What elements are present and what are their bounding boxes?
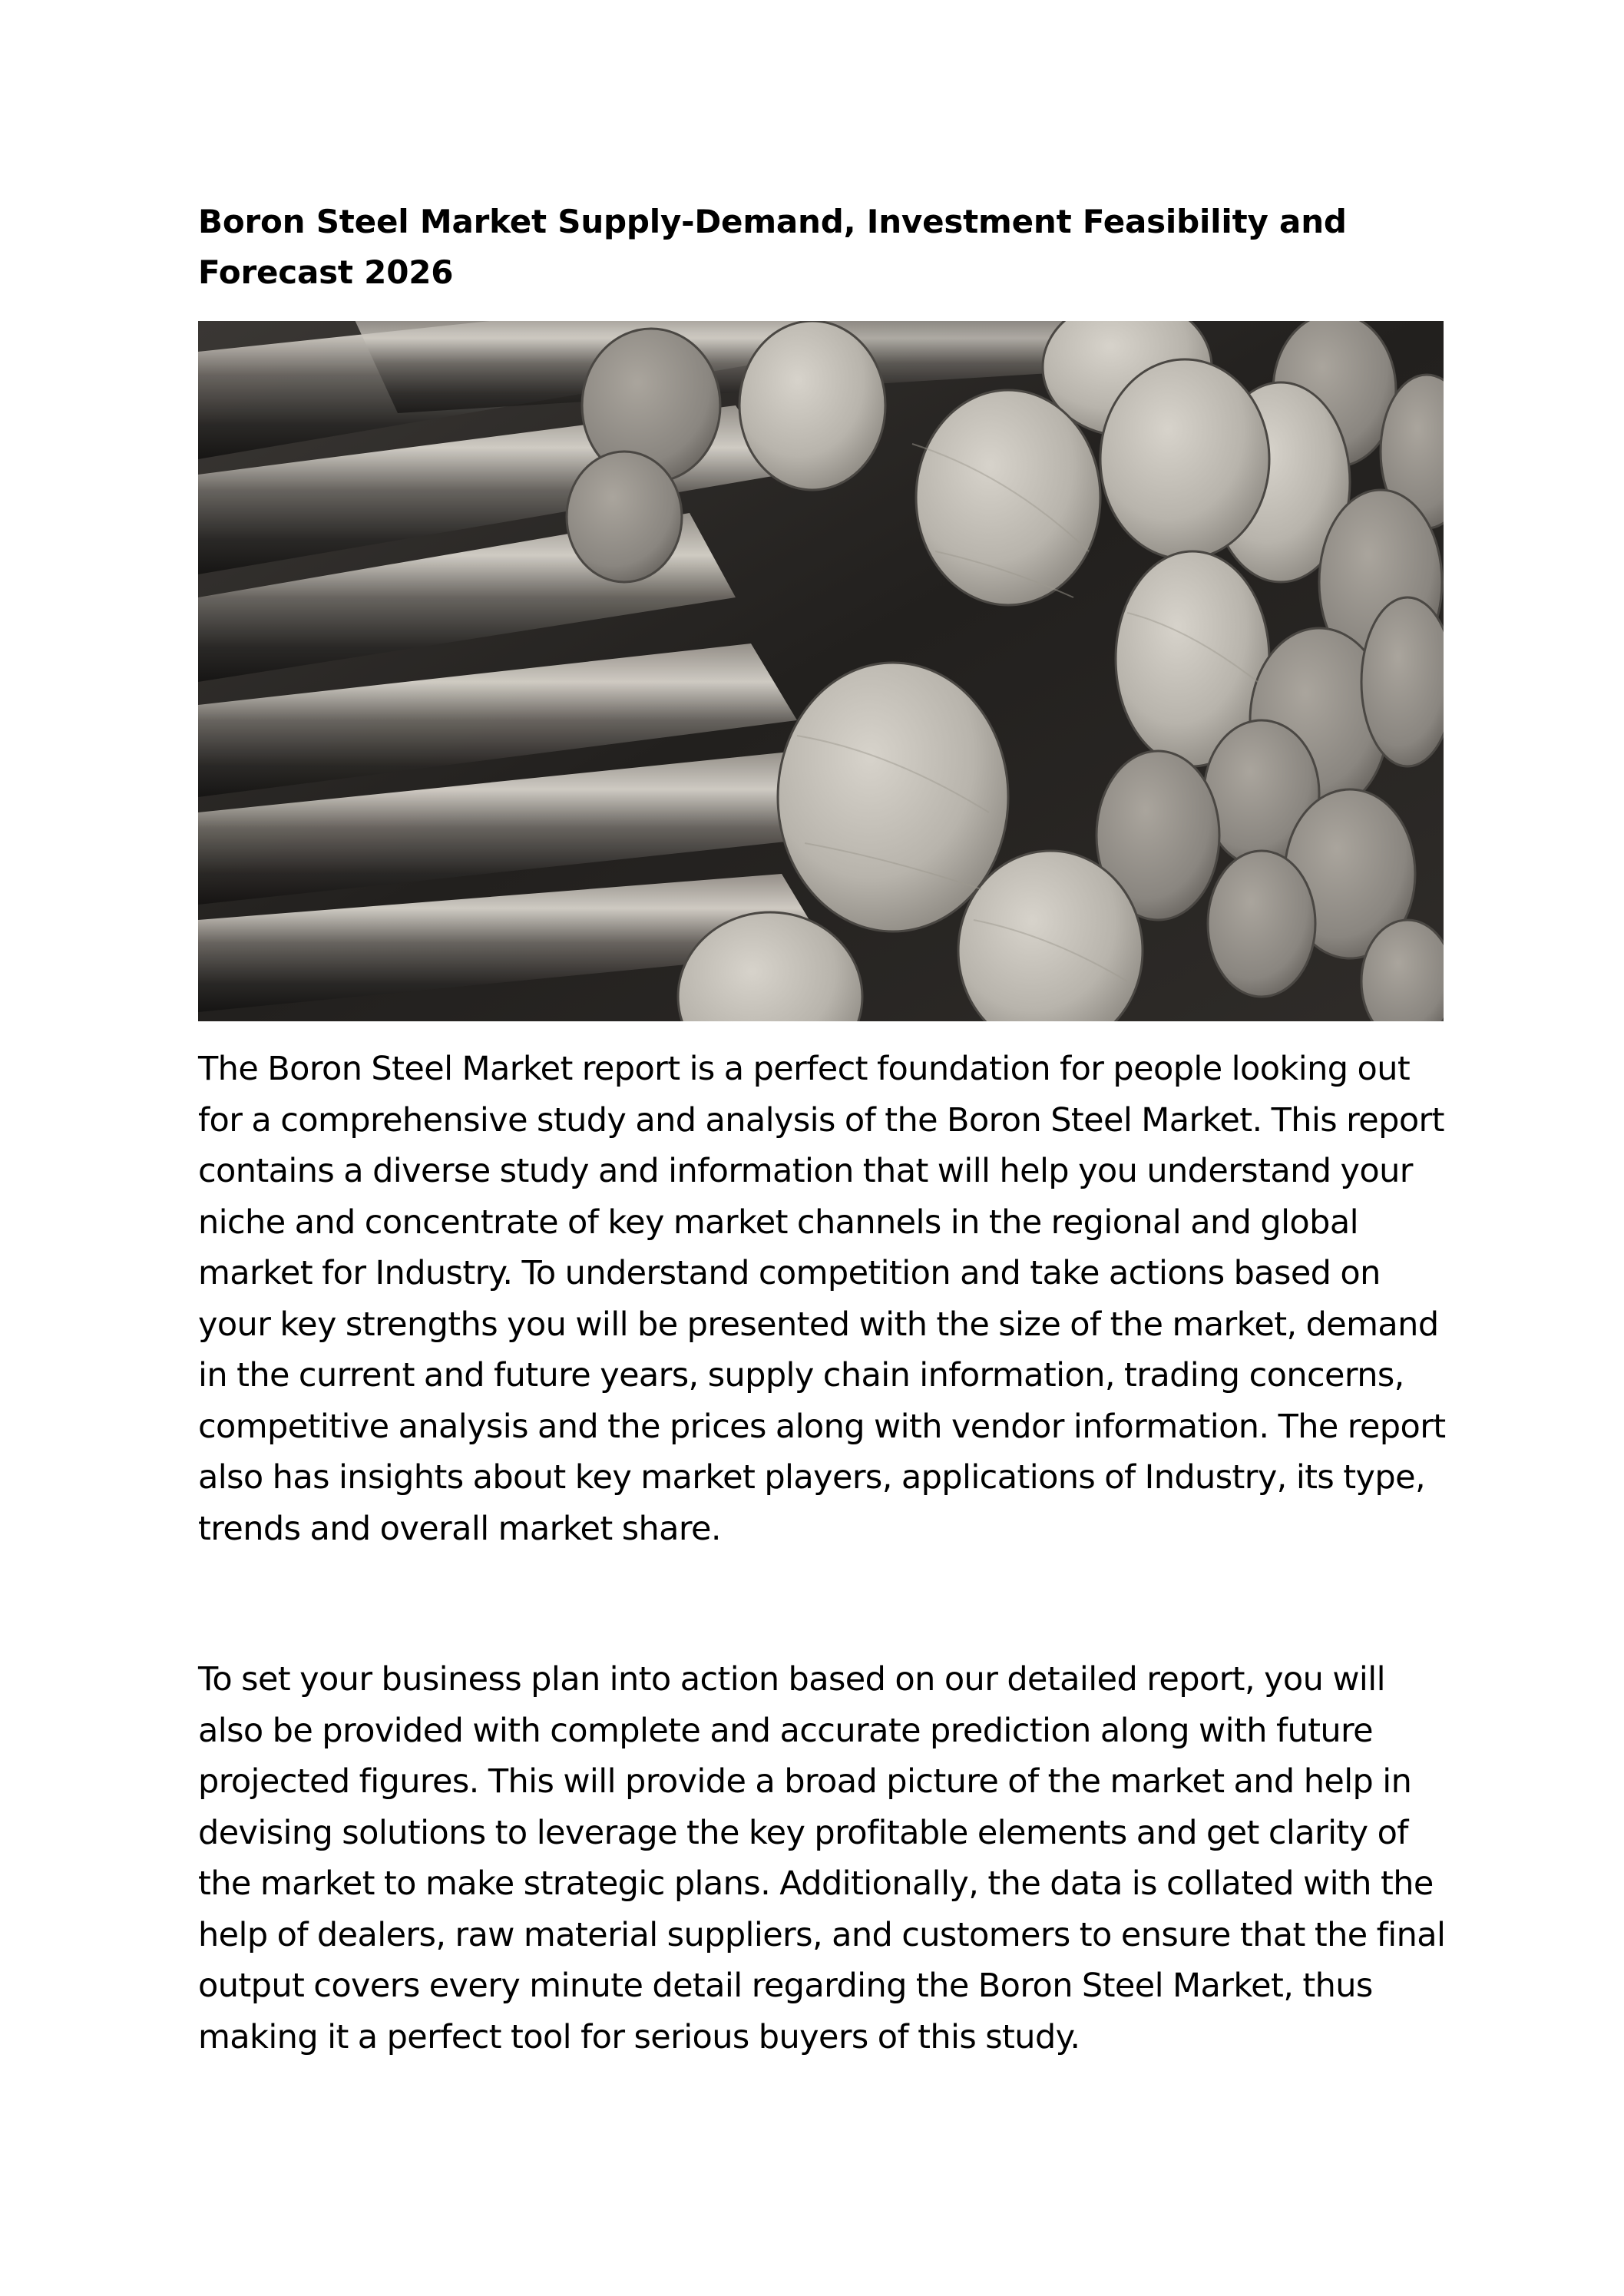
paragraph-intro: The Boron Steel Market report is a perfect foundation for people looking out for a comprehensive study and analysis of the Boron Steel Market. This report contains a diverse study and information that will help you understand your niche and concentrate of key market channels in the regional and global market for Industry. To understand competition and take actions based on your key strengths you will be presented with the size of the market, demand in the current and future years, supply chain information, trading concerns, competitive analysis and the prices along with vendor information. The report also has insights about key market players, applications of Industry, its type, trends and overall market share. <box>198 1050 1446 1548</box>
paragraph-business-plan: To set your business plan into action based on our detailed report, you will also be provided with complete and accurate prediction along with future projected figures. This will provide a broad picture of the market and help in devising solutions to leverage the key profitable elements and get clarity of the market to make strategic plans. Additionally, the data is collated with the help of dealers, raw material suppliers, and customers to ensure that the final output covers every minute detail regarding the Boron Steel Market, thus making it a perfect tool for serious buyers of this study. <box>198 1660 1446 2056</box>
document-title: Boron Steel Market Supply-Demand, Investment Feasibility and Forecast 2026 <box>198 203 1347 291</box>
steel-bars-image <box>198 321 1444 1021</box>
steel-bars-photo-icon <box>198 321 1444 1021</box>
